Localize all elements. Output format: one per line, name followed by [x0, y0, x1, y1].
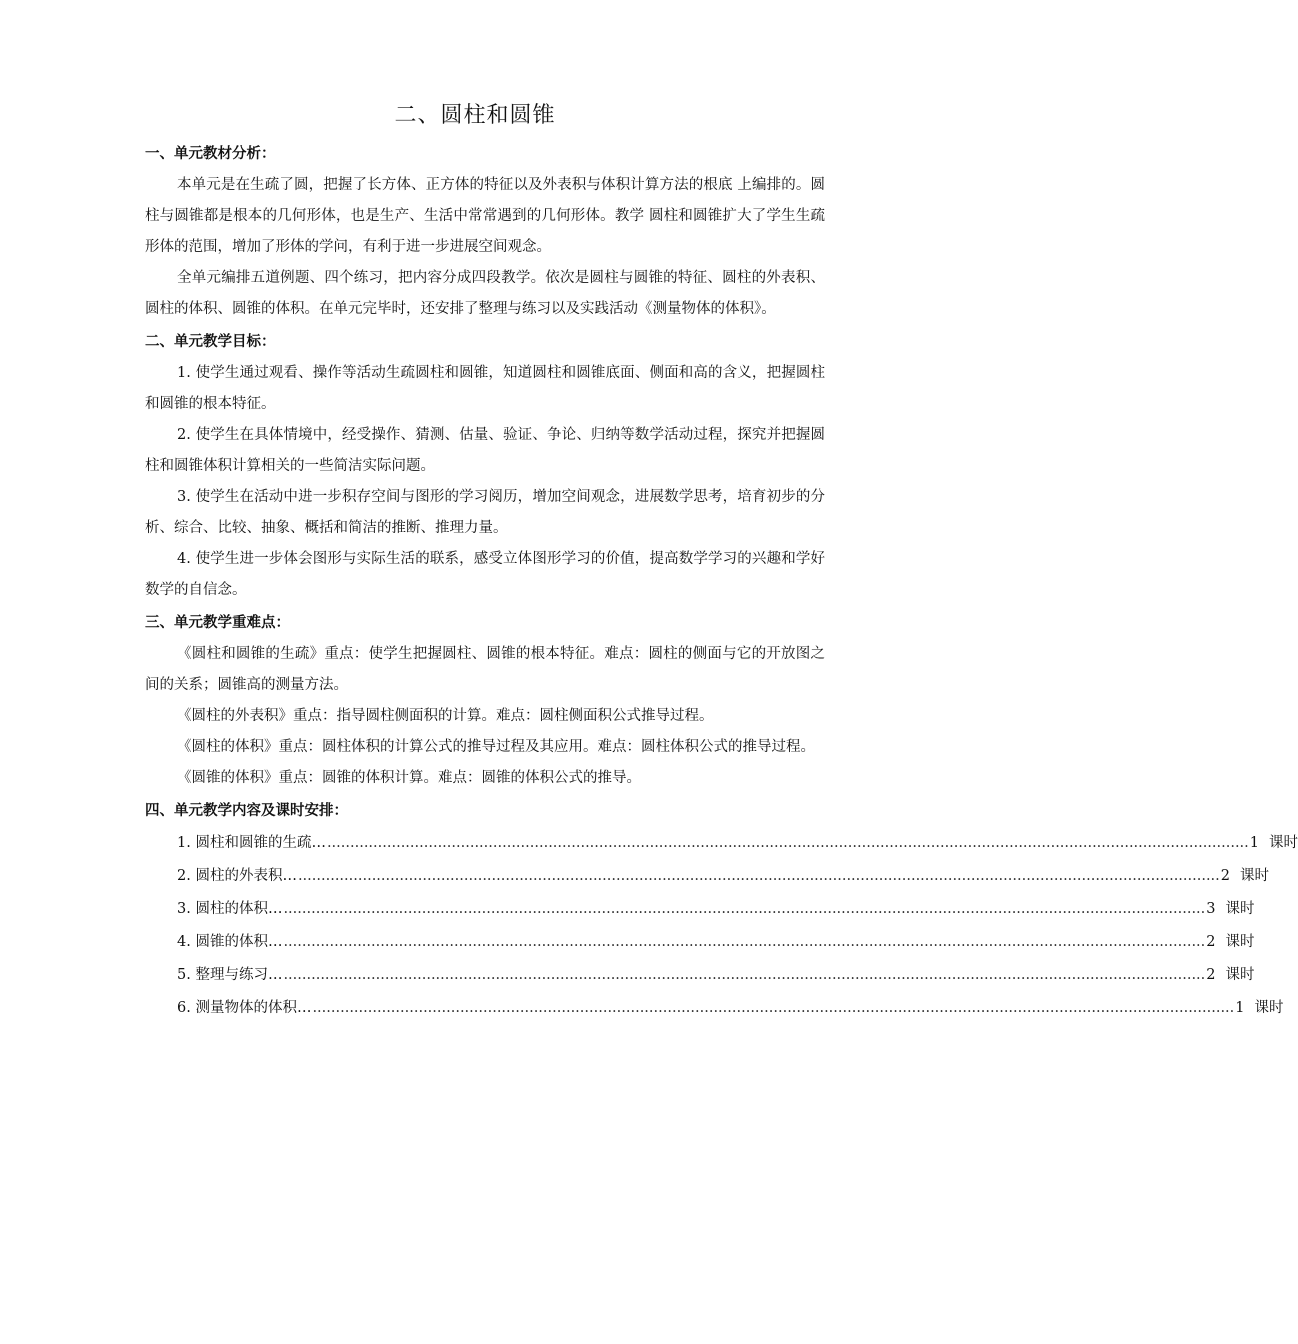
schedule-item-hours: 2 [1220, 868, 1231, 884]
paragraph: 《圆柱的体积》重点：圆柱体积的计算公式的推导过程及其应用。难点：圆柱体积公式的推导过程。 [177, 739, 815, 755]
schedule-item [177, 926, 1255, 959]
schedule-item-unit: 课时 [1225, 934, 1255, 950]
schedule-item [177, 827, 1298, 860]
schedule-item-hours: 1 [1249, 835, 1260, 851]
schedule-item-hours: 2 [1206, 967, 1216, 983]
paragraph: 1. 使学生通过观看、操作等活动生疏圆柱和圆锥，知道圆柱和圆锥底面、侧面和高的含义，把握圆柱和圆锥的根本特征。 [145, 365, 825, 412]
dot-leader: ........................................................................................................................................................................................................ [297, 868, 1220, 884]
schedule-item [177, 992, 1284, 1025]
paragraph: 《圆柱的外表积》重点：指导圆柱侧面积的计算。难点：圆柱侧面积公式推导过程。 [177, 708, 714, 724]
schedule-item-unit: 课时 [1225, 967, 1255, 983]
paragraph: 本单元是在生疏了圆，把握了长方体、正方体的特征以及外表积与体积计算方法的根底 上编排的。圆柱与圆锥都是根本的几何形体，也是生产、生活中常常遇到的几何形体。教学 圆柱和圆锥扩大了学生生疏形体的范围，增加了形体的学问，有利于进一步进展空间观念。 [145, 177, 825, 255]
dot-leader: ........................................................................................................................................................................................................ [283, 934, 1206, 950]
schedule-item-hours: 1 [1235, 1000, 1245, 1016]
document-title: 二、圆柱和圆锥 [394, 103, 556, 128]
paragraph: 全单元编排五道例题、四个练习，把内容分成四段教学。依次是圆柱与圆锥的特征、圆柱的外表积、圆柱的体积、圆锥的体积。在单元完毕时，还安排了整理与练习以及实践活动《测量物体的体积》。 [145, 270, 825, 317]
schedule-item [177, 893, 1255, 926]
dot-leader: ........................................................................................................................................................................................................ [326, 835, 1249, 851]
schedule-item-label: 2. 圆柱的外表积… [177, 868, 297, 884]
schedule-list [177, 827, 1298, 1025]
document-body [145, 140, 1298, 1025]
schedule-item-label: 4. 圆锥的体积… [177, 934, 283, 950]
schedule-item-hours: 3 [1206, 901, 1216, 917]
dot-leader: ........................................................................................................................................................................................................ [312, 1000, 1235, 1016]
schedule-item-unit: 课时 [1225, 901, 1255, 917]
schedule-item [177, 959, 1255, 992]
paragraph: 《圆锥的体积》重点：圆锥的体积计算。难点：圆锥的体积公式的推导。 [177, 770, 641, 786]
schedule-item-label: 5. 整理与练习… [177, 967, 283, 983]
section-heading-schedule: 四、单元教学内容及课时安排： [145, 803, 348, 819]
paragraph: 2. 使学生在具体情境中，经受操作、猜测、估量、验证、争论、归纳等数学活动过程，探究并把握圆柱和圆锥体积计算相关的一些简洁实际问题。 [145, 427, 825, 474]
schedule-item-unit: 课时 [1269, 835, 1298, 851]
schedule-item-hours: 2 [1206, 934, 1216, 950]
schedule-item-label: 3. 圆柱的体积… [177, 901, 283, 917]
section-heading-analysis: 一、单元教材分析： [145, 146, 276, 162]
schedule-item-label: 1. 圆柱和圆锥的生疏… [177, 835, 326, 851]
schedule-item-unit: 课时 [1254, 1000, 1284, 1016]
paragraph: 3. 使学生在活动中进一步积存空间与图形的学习阅历，增加空间观念，进展数学思考，培育初步的分析、综合、比较、抽象、概括和简洁的推断、推理力量。 [145, 489, 825, 536]
section-heading-key-points: 三、单元教学重难点： [145, 615, 290, 631]
paragraph: 《圆柱和圆锥的生疏》重点：使学生把握圆柱、圆锥的根本特征。难点：圆柱的侧面与它的开放图之间的关系；圆锥高的测量方法。 [145, 646, 825, 693]
schedule-item [177, 860, 1270, 893]
paragraph: 4. 使学生进一步体会图形与实际生活的联系，感受立体图形学习的价值，提高数学学习的兴趣和学好数学的自信念。 [145, 551, 825, 598]
schedule-item-label: 6. 测量物体的体积… [177, 1000, 312, 1016]
schedule-item-unit: 课时 [1240, 868, 1270, 884]
dot-leader: ........................................................................................................................................................................................................ [283, 901, 1206, 917]
section-heading-goals: 二、单元教学目标： [145, 334, 276, 350]
dot-leader: ........................................................................................................................................................................................................ [283, 967, 1206, 983]
